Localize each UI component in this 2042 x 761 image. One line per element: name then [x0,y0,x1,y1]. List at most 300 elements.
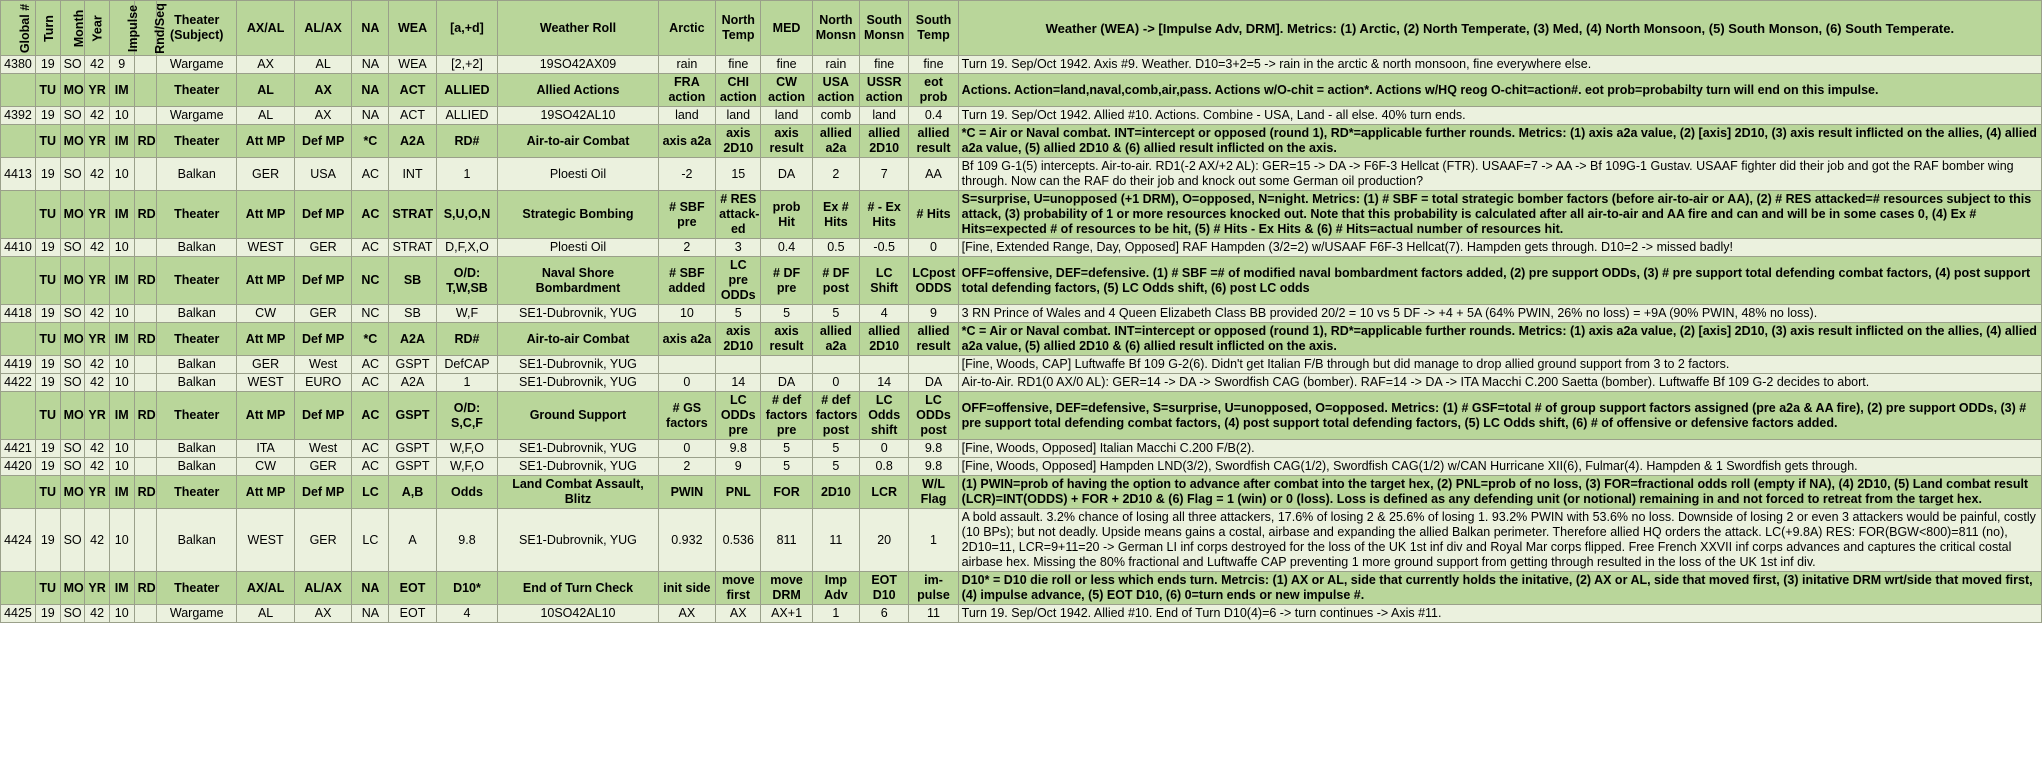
table-cell: SO [60,509,85,572]
header-na: NA [352,1,389,56]
table-cell: 4380 [1,56,36,74]
table-row [1,239,2042,257]
section-header-row [1,191,2042,239]
table-cell: allied a2a [812,125,859,158]
table-cell: 4 [436,605,498,623]
table-cell: A [389,509,436,572]
table-cell: 6 [860,605,909,623]
table-cell: Balkan [157,458,237,476]
table-cell: fine [716,56,761,74]
table-cell: 42 [85,158,110,191]
table-cell: SO [60,356,85,374]
table-cell: 19 [35,374,60,392]
table-cell: Wargame [157,56,237,74]
table-cell: MO [60,191,85,239]
table-cell: 4418 [1,305,36,323]
table-cell: 0.8 [860,458,909,476]
table-cell: Theater [157,257,237,305]
table-cell [134,440,157,458]
table-cell: GSPT [389,356,436,374]
table-cell: *C [352,323,389,356]
table-cell [716,356,761,374]
table-cell: YR [85,392,110,440]
table-cell: 42 [85,56,110,74]
table-cell [134,107,157,125]
table-cell: AX/AL [237,572,295,605]
table-cell: 14 [860,374,909,392]
table-row [1,305,2042,323]
header-metric-1: Arctic [658,1,716,56]
table-cell: MO [60,476,85,509]
table-cell: # RES attack-ed [716,191,761,239]
section-header-row [1,257,2042,305]
table-cell: O/D: S,C,F [436,392,498,440]
table-cell: Air-to-air Combat [498,125,658,158]
table-cell: YR [85,191,110,239]
table-cell: NA [352,74,389,107]
table-cell: A2A [389,374,436,392]
table-cell: 19 [35,605,60,623]
table-cell: 5 [812,440,859,458]
notes-cell: *C = Air or Naval combat. INT=intercept or opposed (round 1), RD*=applicable further rounds. Metrics: (1) axis a2a value, (2) [axis] 2D10, (3) axis result inflicted on the allies, (4) allied a2a value, (5) allied 2D10 & (6) allied result inflicted on the axis. [958,125,2041,158]
table-cell: WEA [389,56,436,74]
table-cell: 0.536 [716,509,761,572]
table-cell: YR [85,74,110,107]
header-alax: AL/AX [294,1,352,56]
table-cell: Theater [157,191,237,239]
table-cell: Balkan [157,158,237,191]
table-cell: 20 [860,509,909,572]
table-row [1,440,2042,458]
table-cell: rain [812,56,859,74]
table-cell: AX [716,605,761,623]
table-cell: 9 [716,458,761,476]
table-cell: land [860,107,909,125]
table-cell: RD [134,125,157,158]
table-cell: O/D: T,W,SB [436,257,498,305]
table-cell: 2 [658,458,716,476]
table-cell: 19 [35,107,60,125]
table-cell: 10 [109,458,134,476]
table-cell: 2D10 [812,476,859,509]
table-cell: SO [60,158,85,191]
table-cell: NA [352,605,389,623]
table-cell: IM [109,191,134,239]
table-cell [134,509,157,572]
table-cell: Def MP [294,476,352,509]
table-cell [1,323,36,356]
header-wea: WEA [389,1,436,56]
table-cell [134,374,157,392]
table-cell: AX+1 [761,605,812,623]
table-cell: IM [109,572,134,605]
table-cell: DA [761,374,812,392]
table-cell: LC ODDs pre [716,392,761,440]
table-cell: LC pre ODDs [716,257,761,305]
table-cell [860,356,909,374]
table-row [1,509,2042,572]
table-cell: AC [352,392,389,440]
table-cell: AX [294,605,352,623]
table-cell: 42 [85,305,110,323]
table-cell: Def MP [294,323,352,356]
table-cell: 9.8 [716,440,761,458]
table-cell: Naval Shore Bombardment [498,257,658,305]
table-cell: 19 [35,305,60,323]
table-cell: IM [109,125,134,158]
table-cell: allied a2a [812,323,859,356]
table-cell: WEST [237,374,295,392]
notes-cell: Turn 19. Sep/Oct 1942. Allied #10. End of Turn D10(4)=6 -> turn continues -> Axis #11. [958,605,2041,623]
table-cell: 15 [716,158,761,191]
table-cell: 42 [85,458,110,476]
table-cell: West [294,356,352,374]
table-cell: 5 [812,305,859,323]
table-cell: WEST [237,509,295,572]
table-cell: YR [85,323,110,356]
table-cell: MO [60,74,85,107]
table-cell: DA [761,158,812,191]
header-global: Global # [1,1,36,56]
table-cell: 0.4 [761,239,812,257]
table-cell: 42 [85,374,110,392]
table-cell: MO [60,572,85,605]
table-cell: 4 [860,305,909,323]
table-cell [134,74,157,107]
table-cell: GER [237,356,295,374]
table-cell: AX [294,107,352,125]
table-cell [134,305,157,323]
table-cell: axis result [761,125,812,158]
table-cell: USA action [812,74,859,107]
table-cell: 9.8 [436,509,498,572]
table-cell: YR [85,125,110,158]
table-cell: RD [134,323,157,356]
table-row [1,605,2042,623]
section-header-row [1,74,2042,107]
table-cell: W,F [436,305,498,323]
notes-cell: Turn 19. Sep/Oct 1942. Allied #10. Actions. Combine - USA, Land - all else. 40% turn ends. [958,107,2041,125]
table-cell: SB [389,257,436,305]
table-cell: 4421 [1,440,36,458]
table-cell: SE1-Dubrovnik, YUG [498,305,658,323]
table-cell: SE1-Dubrovnik, YUG [498,374,658,392]
table-cell: YR [85,257,110,305]
table-cell: 0.932 [658,509,716,572]
table-row [1,374,2042,392]
table-cell: # DF post [812,257,859,305]
table-cell: 5 [761,440,812,458]
table-cell: GSPT [389,392,436,440]
table-cell: # Hits [909,191,958,239]
table-cell: LC [352,476,389,509]
table-cell: AC [352,356,389,374]
table-cell: Att MP [237,392,295,440]
table-cell: # GS factors [658,392,716,440]
header-rndseq: Rnd/Seq [134,1,157,56]
notes-cell: D10* = D10 die roll or less which ends turn. Metrcis: (1) AX or AL, side that currently holds the initative, (2) AX or AL, side that moved first, (3) initative DRM wrt/side that moved first, (4) impulse advance, (5) EOT D10, (6) 0=turn ends or new impulse #. [958,572,2041,605]
table-cell: move DRM [761,572,812,605]
table-cell: # SBF pre [658,191,716,239]
notes-cell: 3 RN Prince of Wales and 4 Queen Elizabeth Class BB provided 20/2 = 10 vs 5 DF -> +4 + 5A (64% PWIN, 26% no loss) = +9A (90% PWIN, 48% no loss). [958,305,2041,323]
table-cell: # SBF added [658,257,716,305]
table-cell: USSR action [860,74,909,107]
table-cell: Odds [436,476,498,509]
table-cell: SO [60,605,85,623]
table-cell: 42 [85,440,110,458]
table-cell: ACT [389,107,436,125]
table-cell: -0.5 [860,239,909,257]
table-cell: ACT [389,74,436,107]
section-header-row [1,476,2042,509]
section-header-row [1,125,2042,158]
table-cell [1,572,36,605]
table-cell: TU [35,323,60,356]
table-cell: NA [352,56,389,74]
table-cell: axis 2D10 [716,125,761,158]
notes-cell: *C = Air or Naval combat. INT=intercept or opposed (round 1), RD*=applicable further rounds. Metrics: (1) axis a2a value, (2) [axis] 2D10, (3) axis result inflicted on the allies, (4) allied a2a value, (5) allied 2D10 & (6) allied result inflicted on the axis. [958,323,2041,356]
table-cell: PWIN [658,476,716,509]
header-year: Year [85,1,110,56]
table-cell: MO [60,125,85,158]
table-cell: 11 [812,509,859,572]
table-cell: 42 [85,239,110,257]
table-cell: init side [658,572,716,605]
header-metric-5: South Monsn [860,1,909,56]
header-theater: Theater (Subject) [157,1,237,56]
table-cell: Att MP [237,125,295,158]
table-cell [134,458,157,476]
table-cell: LC Shift [860,257,909,305]
table-cell: 42 [85,107,110,125]
table-cell: 10 [109,107,134,125]
table-cell: 0 [812,374,859,392]
table-cell: 10 [109,605,134,623]
table-cell: A2A [389,323,436,356]
table-cell: AC [352,458,389,476]
table-cell: CW action [761,74,812,107]
table-cell: W,F,O [436,458,498,476]
table-cell: [2,+2] [436,56,498,74]
table-cell: 0.4 [909,107,958,125]
table-cell: SO [60,56,85,74]
table-cell: DefCAP [436,356,498,374]
header-month: Month [60,1,85,56]
table-cell: 0 [658,440,716,458]
table-cell: SB [389,305,436,323]
table-cell: Att MP [237,323,295,356]
table-cell: 4410 [1,239,36,257]
section-header-row [1,572,2042,605]
table-cell: RD [134,191,157,239]
table-cell: Ploesti Oil [498,158,658,191]
table-cell: Ploesti Oil [498,239,658,257]
table-cell: AA [909,158,958,191]
notes-cell: [Fine, Extended Range, Day, Opposed] RAF Hampden (3/2=2) w/USAAF F6F-3 Hellcat(7). Hampden gets through. D10=2 -> missed badly! [958,239,2041,257]
header-weather-roll: Weather Roll [498,1,658,56]
table-cell: CW [237,458,295,476]
table-cell: SE1-Dubrovnik, YUG [498,509,658,572]
table-cell: 1 [909,509,958,572]
table-cell: RD# [436,125,498,158]
table-cell: 1 [436,158,498,191]
section-header-row [1,392,2042,440]
table-cell: 19SO42AX09 [498,56,658,74]
table-cell: LCR [860,476,909,509]
table-cell: 1 [436,374,498,392]
table-cell: GSPT [389,440,436,458]
table-cell: Balkan [157,356,237,374]
table-cell: 5 [716,305,761,323]
table-cell: GER [294,458,352,476]
table-cell: MO [60,323,85,356]
table-cell: 10 [109,158,134,191]
table-cell: W/L Flag [909,476,958,509]
table-cell: 19 [35,458,60,476]
notes-cell: [Fine, Woods, CAP] Luftwaffe Bf 109 G-2(6). Didn't get Italian F/B through but did manage to drop allied ground support from 3 to 2 factors. [958,356,2041,374]
table-cell: Att MP [237,191,295,239]
table-cell: 42 [85,509,110,572]
table-cell: Def MP [294,257,352,305]
table-cell: S,U,O,N [436,191,498,239]
table-cell: W,F,O [436,440,498,458]
table-cell: RD [134,392,157,440]
table-cell: AC [352,158,389,191]
table-cell: D,F,X,O [436,239,498,257]
table-cell: Theater [157,476,237,509]
table-cell: 19 [35,56,60,74]
table-cell: Ex # Hits [812,191,859,239]
header-metric-6: South Temp [909,1,958,56]
table-cell: 4420 [1,458,36,476]
table-cell [761,356,812,374]
table-cell: FOR [761,476,812,509]
table-cell: 0.5 [812,239,859,257]
table-cell: SE1-Dubrovnik, YUG [498,440,658,458]
table-cell: 2 [812,158,859,191]
table-cell: TU [35,191,60,239]
table-cell: Balkan [157,509,237,572]
notes-cell: S=surprise, U=unopposed (+1 DRM), O=opposed, N=night. Metrics: (1) # SBF = total strategic bomber factors (before air-to-air or AA), (2) # RES attacked=# resources subject to this attack, (3) probability of 1 or more resources knocked out. Note that this probability is calculated after all air-to-air and AA fire and can and will be in some cases 0, (4) Ex # Hits=expected # of resources to be hit, (5) # Hits - Ex Hits & (6) # Hits=actual number of resources hit. [958,191,2041,239]
notes-cell: OFF=offensive, DEF=defensive. (1) # SBF =# of modified naval bombardment factors added, (2) pre support ODDs, (3) # pre support total defending combat factors, (4) post support total defending factors, (5) LC Odds shift, (6) post LC odds [958,257,2041,305]
table-cell: 10 [658,305,716,323]
table-cell [134,239,157,257]
table-cell: SO [60,458,85,476]
table-cell: 5 [761,458,812,476]
table-cell: Balkan [157,239,237,257]
notes-cell: A bold assault. 3.2% chance of losing all three attackers, 17.6% of losing 2 & 25.6% of losing 1. 93.2% PWIN with 53.6% no loss. Downside of losing 2 or even 3 attackers would be painful, costly (10 BPs); but not deadly. Upside means gains a costal, airbase and expanding the allied Balkan perimeter. Therefore allied HQ orders the attack. LC(+9.8A) RES: FOR(BGW<800)=811 (no), 2D10=11, LCR=9+11=20 -> German LI inf corps destroyed for the loss of the UK 1st inf div and Royal Mar corps flipped. Free French XXVII inf corps advances and captures the critical costal airbase hex. Missing the 80% fractional and Luftwaffe CAP preventing 1 more ground support from getting through resulted in the loss of the UK 1st inf div. [958,509,2041,572]
table-cell: AX [658,605,716,623]
table-cell: GER [237,158,295,191]
table-cell: Theater [157,392,237,440]
table-row [1,158,2042,191]
table-cell: IM [109,323,134,356]
table-cell: Theater [157,74,237,107]
table-cell: TU [35,476,60,509]
table-cell: AC [352,191,389,239]
table-cell: 3 [716,239,761,257]
table-cell [1,191,36,239]
table-cell: 19 [35,239,60,257]
table-cell: axis 2D10 [716,323,761,356]
table-cell: 10 [109,374,134,392]
column-header-row [1,1,2042,56]
table-cell [909,356,958,374]
table-cell: 5 [761,305,812,323]
table-cell: Def MP [294,191,352,239]
table-cell: rain [658,56,716,74]
table-cell: Def MP [294,125,352,158]
table-cell: eot prob [909,74,958,107]
table-cell: SO [60,374,85,392]
table-cell: SO [60,305,85,323]
table-cell: Def MP [294,392,352,440]
table-cell: im-pulse [909,572,958,605]
table-cell [812,356,859,374]
table-cell [1,392,36,440]
table-cell: PNL [716,476,761,509]
table-cell: West [294,440,352,458]
table-cell: GER [294,305,352,323]
table-cell: Theater [157,572,237,605]
table-cell: 11 [909,605,958,623]
table-cell: A2A [389,125,436,158]
table-cell: AL [294,56,352,74]
table-cell: ALLIED [436,107,498,125]
table-cell: MO [60,257,85,305]
table-cell: TU [35,125,60,158]
header-notes: Weather (WEA) -> [Impulse Adv, DRM]. Metrics: (1) Arctic, (2) North Temperate, (3) Med, (4) North Monsoon, (5) South Monson, (6) South Temperate. [958,1,2041,56]
table-cell: 10 [109,305,134,323]
table-cell: axis a2a [658,323,716,356]
table-cell: NA [352,572,389,605]
table-cell: DA [909,374,958,392]
table-cell: STRAT [389,191,436,239]
table-cell: TU [35,572,60,605]
header-turn: Turn [35,1,60,56]
header-axal: AX/AL [237,1,295,56]
table-cell: Att MP [237,257,295,305]
table-cell: GSPT [389,458,436,476]
table-cell: IM [109,476,134,509]
table-cell: FRA action [658,74,716,107]
table-cell [134,605,157,623]
table-cell: WEST [237,239,295,257]
table-cell: RD# [436,323,498,356]
table-cell: IM [109,257,134,305]
notes-cell: (1) PWIN=prob of having the option to advance after combat into the target hex, (2) PNL=prob of no loss, (3) FOR=fractional odds roll (empty if NA), (4) 2D10, (5) Land combat result (LCR)=INT(ODDS) + FOR + 2D10 & (6) Flag = 1 (win) or 0 (loss). Loss is defined as any defending unit (or notional) remaining in and not forced to retreat from the target hex. [958,476,2041,509]
table-cell: 10 [109,440,134,458]
notes-cell: Bf 109 G-1(5) intercepts. Air-to-air. RD1(-2 AX/+2 AL): GER=15 -> DA -> F6F-3 Hellcat (FTR). USAAF=7 -> AA -> Bf 109G-1 Gustav. USAAF fighter did their job and got the RAF bomber wing through. Now can the RAF do their job and knock out some German oil production? [958,158,2041,191]
table-cell: Wargame [157,107,237,125]
table-cell: AL/AX [294,572,352,605]
table-cell: USA [294,158,352,191]
table-cell: NA [352,107,389,125]
header-metric-3: MED [761,1,812,56]
table-cell: allied 2D10 [860,323,909,356]
table-cell: Theater [157,125,237,158]
table-cell: CW [237,305,295,323]
notes-cell: Actions. Action=land,naval,comb,air,pass. Actions w/O-chit = action*. Actions w/HQ reog O-chit=action#. eot prob=probabilty turn will end on this impulse. [958,74,2041,107]
table-cell: Balkan [157,374,237,392]
table-cell: 19 [35,158,60,191]
table-cell: 19SO42AL10 [498,107,658,125]
table-cell: Wargame [157,605,237,623]
table-cell [1,257,36,305]
table-cell: move first [716,572,761,605]
table-cell: TU [35,74,60,107]
table-cell: Att MP [237,476,295,509]
